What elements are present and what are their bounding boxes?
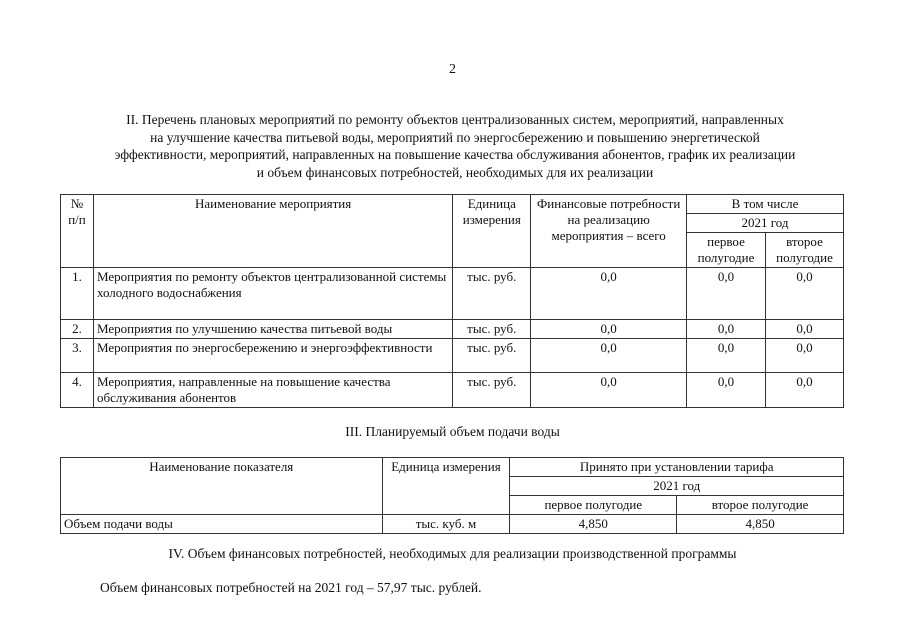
row-num: 4. (61, 373, 94, 408)
row-second-half: 4,850 (677, 515, 844, 534)
header-accepted-tariff: Принято при установлении тарифа (510, 458, 844, 477)
section-2-title-line: на улучшение качества питьевой воды, мероприятий по энергосбережению и повышению энергетической (150, 129, 760, 145)
section-2-title-line: и объем финансовых потребностей, необходимых для их реализации (256, 164, 654, 180)
row-unit: тыс. руб. (453, 339, 531, 373)
row-first-half: 0,0 (687, 268, 766, 320)
header-second-half: второе полугодие (677, 496, 844, 515)
header-year: 2021 год (687, 214, 844, 233)
section-2-title-line: II. Перечень плановых мероприятий по ремонту объектов централизованных систем, мероприятий, направленных (126, 112, 784, 127)
row-name: Мероприятия, направленные на повышение качества обслуживания абонентов (93, 373, 452, 408)
header-indicator-name: Наименование показателя (61, 458, 383, 515)
header-financial-needs: Финансовые потребности на реализацию мероприятия – всего (531, 195, 687, 268)
header-first-half: первое полугодие (687, 233, 766, 268)
row-total: 0,0 (531, 339, 687, 373)
measures-table (60, 194, 844, 408)
row-second-half: 0,0 (766, 320, 844, 339)
row-unit: тыс. руб. (453, 320, 531, 339)
row-first-half: 0,0 (687, 373, 766, 408)
row-total: 0,0 (531, 268, 687, 320)
section-3-title: III. Планируемый объем подачи воды (345, 424, 560, 439)
row-name: Мероприятия по улучшению качества питьевой воды (93, 320, 452, 339)
header-second-half: второе полугодие (766, 233, 844, 268)
section-2-title (60, 111, 850, 181)
row-num: 1. (61, 268, 94, 320)
table-row (61, 373, 844, 408)
table-row (61, 320, 844, 339)
water-supply-table (60, 457, 844, 534)
header-num: № п/п (61, 195, 94, 268)
section-2-title-line: эффективности, мероприятий, направленных на повышение качества обслуживания абонентов, график их реализации (114, 147, 796, 162)
header-year: 2021 год (510, 477, 844, 496)
row-second-half: 0,0 (766, 339, 844, 373)
row-first-half: 0,0 (687, 339, 766, 373)
row-unit: тыс. руб. (453, 373, 531, 408)
row-name: Мероприятия по энергосбережению и энергоэффективности (93, 339, 452, 373)
row-unit: тыс. куб. м (382, 515, 510, 534)
table-row (61, 515, 844, 534)
header-unit: Единица измерения (382, 458, 510, 515)
header-first-half: первое полугодие (510, 496, 677, 515)
row-name: Объем подачи воды (61, 515, 383, 534)
row-unit: тыс. руб. (453, 268, 531, 320)
row-first-half: 0,0 (687, 320, 766, 339)
row-num: 3. (61, 339, 94, 373)
table-row (61, 339, 844, 373)
page-number: 2 (449, 62, 456, 77)
row-num: 2. (61, 320, 94, 339)
row-second-half: 0,0 (766, 268, 844, 320)
header-name: Наименование мероприятия (93, 195, 452, 268)
financial-summary: Объем финансовых потребностей на 2021 год – 57,97 тыс. рублей. (100, 580, 482, 595)
row-second-half: 0,0 (766, 373, 844, 408)
row-total: 0,0 (531, 320, 687, 339)
row-name: Мероприятия по ремонту объектов централизованной системы холодного водоснабжения (93, 268, 452, 320)
table-row (61, 268, 844, 320)
header-unit: Единица измерения (453, 195, 531, 268)
header-including: В том числе (687, 195, 844, 214)
row-first-half: 4,850 (510, 515, 677, 534)
row-total: 0,0 (531, 373, 687, 408)
section-4-title: IV. Объем финансовых потребностей, необходимых для реализации производственной программы (168, 546, 737, 561)
